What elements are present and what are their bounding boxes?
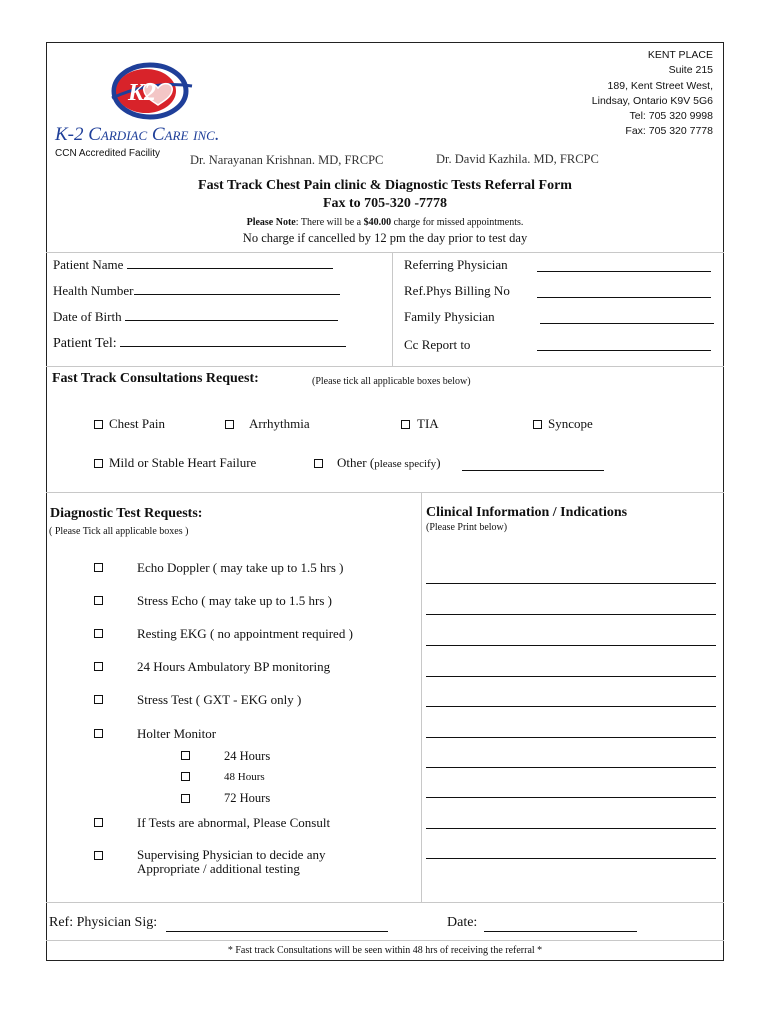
divider bbox=[46, 252, 724, 253]
physician-kazhila: Dr. David Kazhila. MD, FRCPC bbox=[436, 152, 599, 166]
svg-text:K2: K2 bbox=[128, 80, 157, 106]
holter-72-label: 72 Hours bbox=[224, 791, 271, 805]
note-text: : There will be a bbox=[295, 217, 364, 228]
billing-no-input[interactable] bbox=[537, 297, 711, 298]
accreditation-label: CCN Accredited Facility bbox=[55, 148, 161, 159]
footer-note: * Fast track Consultations will be seen within 48 hrs of receiving the referral * bbox=[227, 945, 543, 956]
divider bbox=[46, 902, 724, 903]
physician-krishnan: Dr. Narayanan Krishnan. MD, FRCPC bbox=[190, 153, 384, 167]
clinical-info-line[interactable] bbox=[426, 706, 716, 707]
heart-failure-checkbox[interactable] bbox=[94, 459, 103, 468]
holter-48-checkbox[interactable] bbox=[181, 772, 190, 781]
echo-doppler-label: Echo Doppler ( may take up to 1.5 hrs ) bbox=[137, 560, 344, 575]
cc-report-label: Cc Report to bbox=[404, 337, 471, 352]
abnormal-consult-label: If Tests are abnormal, Please Consult bbox=[137, 815, 331, 830]
arrhythmia-checkbox[interactable] bbox=[225, 420, 234, 429]
clinic-address bbox=[592, 48, 713, 140]
date-of-birth-field bbox=[53, 309, 338, 325]
address-line: Suite 215 bbox=[668, 64, 713, 77]
health-number-label: Health Number bbox=[53, 283, 134, 298]
holter-monitor-label: Holter Monitor bbox=[137, 726, 217, 741]
syncope-label: Syncope bbox=[548, 416, 593, 431]
patient-tel-label: Patient Tel: bbox=[53, 336, 117, 351]
stress-echo-checkbox[interactable] bbox=[94, 596, 103, 605]
heart-logo-icon bbox=[106, 60, 196, 122]
missed-appointment-note bbox=[46, 217, 724, 228]
patient-name-field bbox=[53, 257, 333, 273]
column-divider bbox=[392, 252, 393, 366]
clinical-info-line[interactable] bbox=[426, 797, 716, 798]
holter-24-label: 24 Hours bbox=[224, 749, 271, 763]
tia-label: TIA bbox=[417, 416, 439, 431]
patient-tel-input[interactable] bbox=[120, 335, 346, 347]
chest-pain-checkbox[interactable] bbox=[94, 420, 103, 429]
physician-signature-input[interactable] bbox=[166, 931, 388, 932]
clinical-info-line[interactable] bbox=[426, 767, 716, 768]
cancellation-note: No charge if cancelled by 12 pm the day prior to test day bbox=[242, 231, 528, 245]
other-checkbox[interactable] bbox=[314, 459, 323, 468]
address-line: KENT PLACE bbox=[647, 49, 713, 61]
other-label-text: Other ( bbox=[337, 455, 375, 470]
ambulatory-bp-label: 24 Hours Ambulatory BP monitoring bbox=[137, 659, 331, 674]
company-name: K-2 Cardiac Care inc. bbox=[55, 124, 220, 145]
divider bbox=[46, 492, 724, 493]
note-tail: charge for missed appointments. bbox=[391, 217, 524, 228]
patient-tel-field bbox=[53, 335, 346, 352]
other-hint: please specify bbox=[374, 458, 437, 470]
echo-doppler-checkbox[interactable] bbox=[94, 563, 103, 572]
address-line: Lindsay, Ontario K9V 5G6 bbox=[591, 94, 713, 107]
form-title: Fast Track Chest Pain clinic & Diagnostic Tests Referral Form bbox=[198, 178, 572, 193]
consultations-hint: (Please tick all applicable boxes below) bbox=[312, 376, 471, 387]
ambulatory-bp-checkbox[interactable] bbox=[94, 662, 103, 671]
health-number-input[interactable] bbox=[134, 283, 340, 295]
resting-ekg-label: Resting EKG ( no appointment required ) bbox=[137, 626, 353, 641]
holter-monitor-checkbox[interactable] bbox=[94, 729, 103, 738]
clinical-info-line[interactable] bbox=[426, 676, 716, 677]
abnormal-consult-checkbox[interactable] bbox=[94, 818, 103, 827]
referring-physician-input[interactable] bbox=[537, 271, 711, 272]
syncope-checkbox[interactable] bbox=[533, 420, 542, 429]
clinical-info-line[interactable] bbox=[426, 828, 716, 829]
stress-test-label: Stress Test ( GXT - EKG only ) bbox=[137, 692, 302, 707]
other-close: ) bbox=[436, 455, 441, 470]
referring-physician-label: Referring Physician bbox=[404, 257, 508, 272]
stress-echo-label: Stress Echo ( may take up to 1.5 hrs ) bbox=[137, 593, 332, 608]
cc-report-input[interactable] bbox=[537, 350, 711, 351]
divider bbox=[46, 366, 724, 367]
holter-48-label: 48 Hours bbox=[224, 771, 265, 783]
note-amount: $40.00 bbox=[363, 217, 392, 228]
patient-name-label: Patient Name bbox=[53, 257, 124, 272]
supervising-line-1: Supervising Physician to decide any bbox=[137, 847, 326, 862]
clinical-info-line[interactable] bbox=[426, 645, 716, 646]
address-line: 189, Kent Street West, bbox=[607, 79, 713, 92]
stress-test-checkbox[interactable] bbox=[94, 695, 103, 704]
column-divider bbox=[421, 492, 422, 902]
date-of-birth-label: Date of Birth bbox=[53, 309, 122, 324]
other-specify-input[interactable] bbox=[462, 470, 604, 471]
diagnostics-hint: ( Please Tick all applicable boxes ) bbox=[49, 526, 189, 537]
clinic-phone: Tel: 705 320 9998 bbox=[629, 110, 713, 123]
date-input[interactable] bbox=[484, 931, 637, 932]
clinic-fax: Fax: 705 320 7778 bbox=[625, 125, 713, 138]
other-label bbox=[337, 455, 441, 471]
clinical-info-line[interactable] bbox=[426, 737, 716, 738]
clinical-info-line[interactable] bbox=[426, 858, 716, 859]
consultations-heading: Fast Track Consultations Request: bbox=[52, 371, 259, 386]
date-of-birth-input[interactable] bbox=[125, 309, 338, 321]
supervising-physician-label bbox=[137, 848, 325, 876]
arrhythmia-label: Arrhythmia bbox=[249, 416, 310, 431]
clinical-info-line[interactable] bbox=[426, 614, 716, 615]
fax-number: Fax to 705-320 -7778 bbox=[322, 196, 448, 211]
clinical-heading: Clinical Information / Indications bbox=[426, 505, 628, 520]
tia-checkbox[interactable] bbox=[401, 420, 410, 429]
supervising-physician-checkbox[interactable] bbox=[94, 851, 103, 860]
patient-name-input[interactable] bbox=[127, 257, 333, 269]
clinical-hint: (Please Print below) bbox=[426, 522, 508, 533]
holter-72-checkbox[interactable] bbox=[181, 794, 190, 803]
diagnostics-heading: Diagnostic Test Requests: bbox=[50, 506, 203, 521]
heart-failure-label: Mild or Stable Heart Failure bbox=[109, 455, 257, 470]
billing-no-label: Ref.Phys Billing No bbox=[404, 283, 510, 298]
chest-pain-label: Chest Pain bbox=[109, 416, 165, 431]
clinical-info-line[interactable] bbox=[426, 583, 716, 584]
supervising-line-2: Appropriate / additional testing bbox=[137, 861, 300, 876]
family-physician-label: Family Physician bbox=[404, 309, 495, 324]
family-physician-input[interactable] bbox=[540, 323, 714, 324]
date-label: Date: bbox=[447, 915, 478, 930]
divider bbox=[46, 940, 724, 941]
note-label: Please Note bbox=[246, 217, 296, 228]
holter-24-checkbox[interactable] bbox=[181, 751, 190, 760]
health-number-field bbox=[53, 283, 340, 299]
resting-ekg-checkbox[interactable] bbox=[94, 629, 103, 638]
physician-signature-label: Ref: Physician Sig: bbox=[49, 915, 158, 930]
